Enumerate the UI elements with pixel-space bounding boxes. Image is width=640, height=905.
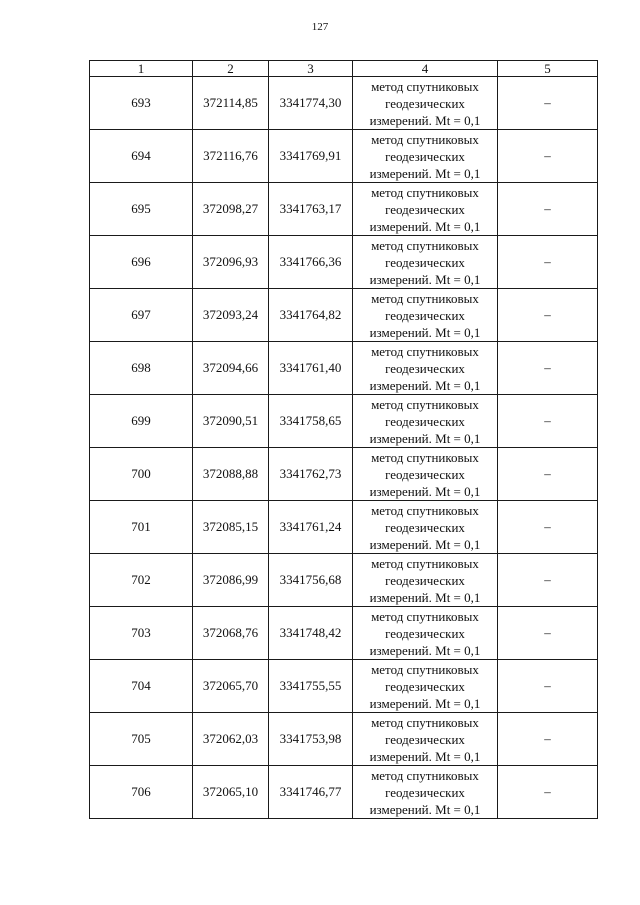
method-line-3: измерений. Mt = 0,1 — [369, 642, 481, 658]
table-row — [90, 766, 598, 819]
table-row — [90, 342, 598, 395]
method-cell — [353, 607, 498, 660]
dash-cell: – — [498, 607, 598, 660]
method-line-1: метод спутниковых — [371, 502, 479, 518]
method-line-3: измерений. Mt = 0,1 — [369, 112, 481, 128]
y-coordinate-cell: 3341756,68 — [269, 554, 353, 607]
y-coordinate-cell: 3341766,36 — [269, 236, 353, 289]
dash-cell: – — [498, 289, 598, 342]
y-coordinate-cell: 3341746,77 — [269, 766, 353, 819]
point-number-cell: 696 — [90, 236, 193, 289]
method-cell — [353, 183, 498, 236]
x-coordinate-cell: 372065,70 — [193, 660, 269, 713]
method-line-2: геодезических — [385, 731, 465, 747]
column-header-2: 2 — [193, 61, 269, 77]
column-header-1: 1 — [90, 61, 193, 77]
method-cell — [353, 766, 498, 819]
dash-cell: – — [498, 77, 598, 130]
column-header-5: 5 — [498, 61, 598, 77]
header-row — [90, 61, 598, 77]
method-line-1: метод спутниковых — [371, 78, 479, 94]
x-coordinate-cell: 372094,66 — [193, 342, 269, 395]
method-line-1: метод спутниковых — [371, 184, 479, 200]
y-coordinate-cell: 3341763,17 — [269, 183, 353, 236]
point-number-cell: 694 — [90, 130, 193, 183]
x-coordinate-cell: 372088,88 — [193, 448, 269, 501]
table-header — [90, 61, 598, 77]
method-cell — [353, 554, 498, 607]
dash-cell: – — [498, 766, 598, 819]
method-line-2: геодезических — [385, 466, 465, 482]
table-row — [90, 395, 598, 448]
x-coordinate-cell: 372098,27 — [193, 183, 269, 236]
method-line-1: метод спутниковых — [371, 767, 479, 783]
page-number: 127 — [311, 21, 329, 33]
method-cell — [353, 289, 498, 342]
point-number-cell: 693 — [90, 77, 193, 130]
method-line-2: геодезических — [385, 201, 465, 217]
point-number-cell: 699 — [90, 395, 193, 448]
dash-cell: – — [498, 236, 598, 289]
table-row — [90, 289, 598, 342]
dash-cell: – — [498, 130, 598, 183]
x-coordinate-cell: 372068,76 — [193, 607, 269, 660]
method-cell — [353, 236, 498, 289]
method-cell — [353, 342, 498, 395]
method-cell — [353, 77, 498, 130]
dash-cell: – — [498, 448, 598, 501]
method-line-2: геодезических — [385, 254, 465, 270]
table-row — [90, 607, 598, 660]
point-number-cell: 705 — [90, 713, 193, 766]
method-line-1: метод спутниковых — [371, 608, 479, 624]
y-coordinate-cell: 3341761,40 — [269, 342, 353, 395]
method-line-2: геодезических — [385, 678, 465, 694]
point-number-cell: 695 — [90, 183, 193, 236]
point-number-cell: 701 — [90, 501, 193, 554]
y-coordinate-cell: 3341774,30 — [269, 77, 353, 130]
dash-cell: – — [498, 395, 598, 448]
point-number-cell: 698 — [90, 342, 193, 395]
dash-cell: – — [498, 501, 598, 554]
method-line-3: измерений. Mt = 0,1 — [369, 165, 481, 181]
y-coordinate-cell: 3341761,24 — [269, 501, 353, 554]
method-line-3: измерений. Mt = 0,1 — [369, 695, 481, 711]
x-coordinate-cell: 372065,10 — [193, 766, 269, 819]
method-line-3: измерений. Mt = 0,1 — [369, 218, 481, 234]
method-line-3: измерений. Mt = 0,1 — [369, 430, 481, 446]
y-coordinate-cell: 3341755,55 — [269, 660, 353, 713]
table-row — [90, 713, 598, 766]
dash-cell: – — [498, 183, 598, 236]
method-line-1: метод спутниковых — [371, 343, 479, 359]
table-row — [90, 448, 598, 501]
method-cell — [353, 448, 498, 501]
method-line-1: метод спутниковых — [371, 237, 479, 253]
coordinates-table — [89, 60, 598, 819]
method-cell — [353, 501, 498, 554]
method-line-2: геодезических — [385, 148, 465, 164]
y-coordinate-cell: 3341764,82 — [269, 289, 353, 342]
y-coordinate-cell: 3341769,91 — [269, 130, 353, 183]
method-line-1: метод спутниковых — [371, 449, 479, 465]
method-line-1: метод спутниковых — [371, 714, 479, 730]
dash-cell: – — [498, 660, 598, 713]
y-coordinate-cell: 3341748,42 — [269, 607, 353, 660]
x-coordinate-cell: 372096,93 — [193, 236, 269, 289]
table-row — [90, 77, 598, 130]
dash-cell: – — [498, 554, 598, 607]
table-row — [90, 183, 598, 236]
point-number-cell: 706 — [90, 766, 193, 819]
method-line-1: метод спутниковых — [371, 555, 479, 571]
method-line-3: измерений. Mt = 0,1 — [369, 589, 481, 605]
method-line-3: измерений. Mt = 0,1 — [369, 748, 481, 764]
table-row — [90, 236, 598, 289]
method-line-1: метод спутниковых — [371, 396, 479, 412]
y-coordinate-cell: 3341753,98 — [269, 713, 353, 766]
method-line-3: измерений. Mt = 0,1 — [369, 483, 481, 499]
point-number-cell: 703 — [90, 607, 193, 660]
x-coordinate-cell: 372114,85 — [193, 77, 269, 130]
table-row — [90, 501, 598, 554]
table-row — [90, 554, 598, 607]
method-cell — [353, 660, 498, 713]
x-coordinate-cell: 372116,76 — [193, 130, 269, 183]
method-line-2: геодезических — [385, 572, 465, 588]
method-line-2: геодезических — [385, 360, 465, 376]
x-coordinate-cell: 372086,99 — [193, 554, 269, 607]
method-line-3: измерений. Mt = 0,1 — [369, 324, 481, 340]
method-line-3: измерений. Mt = 0,1 — [369, 801, 481, 817]
x-coordinate-cell: 372093,24 — [193, 289, 269, 342]
table-row — [90, 130, 598, 183]
method-line-1: метод спутниковых — [371, 131, 479, 147]
dash-cell: – — [498, 713, 598, 766]
point-number-cell: 697 — [90, 289, 193, 342]
point-number-cell: 704 — [90, 660, 193, 713]
method-line-1: метод спутниковых — [371, 661, 479, 677]
column-header-3: 3 — [269, 61, 353, 77]
method-cell — [353, 130, 498, 183]
method-line-1: метод спутниковых — [371, 290, 479, 306]
y-coordinate-cell: 3341758,65 — [269, 395, 353, 448]
point-number-cell: 702 — [90, 554, 193, 607]
method-line-3: измерений. Mt = 0,1 — [369, 536, 481, 552]
method-line-2: геодезических — [385, 307, 465, 323]
x-coordinate-cell: 372085,15 — [193, 501, 269, 554]
method-line-2: геодезических — [385, 625, 465, 641]
method-line-3: измерений. Mt = 0,1 — [369, 377, 481, 393]
method-line-3: измерений. Mt = 0,1 — [369, 271, 481, 287]
method-cell — [353, 395, 498, 448]
point-number-cell: 700 — [90, 448, 193, 501]
method-cell — [353, 713, 498, 766]
method-line-2: геодезических — [385, 519, 465, 535]
table-body — [90, 77, 598, 819]
dash-cell: – — [498, 342, 598, 395]
column-header-4: 4 — [353, 61, 498, 77]
x-coordinate-cell: 372090,51 — [193, 395, 269, 448]
method-line-2: геодезических — [385, 95, 465, 111]
method-line-2: геодезических — [385, 413, 465, 429]
method-line-2: геодезических — [385, 784, 465, 800]
y-coordinate-cell: 3341762,73 — [269, 448, 353, 501]
table-row — [90, 660, 598, 713]
x-coordinate-cell: 372062,03 — [193, 713, 269, 766]
